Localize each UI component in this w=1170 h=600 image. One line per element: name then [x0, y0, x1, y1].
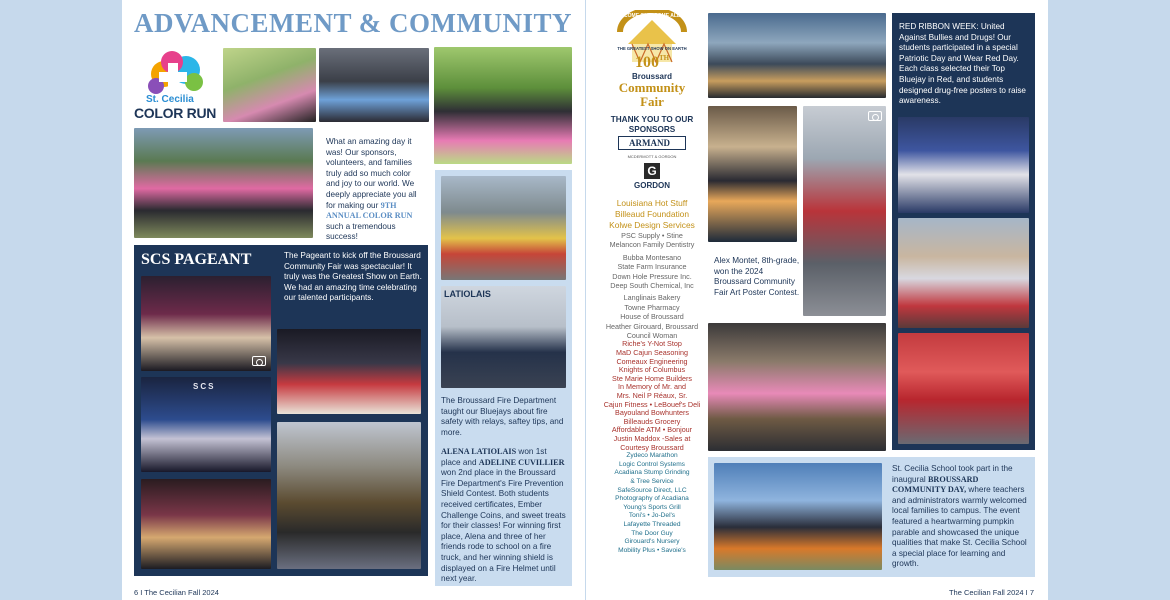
community-day-panel	[708, 457, 1035, 577]
winner-name-alena: ALENA LATIOLAIS	[441, 447, 517, 456]
pageant-text: The Pageant to kick off the Broussard Community Fair was spectacular! It truly was the Greatest Show on Earth. We had an amazing time celebrating our talented participants.	[284, 251, 422, 303]
sponsor-item: Logic Control Systems	[619, 460, 685, 468]
community-fair-logo	[610, 10, 694, 114]
photo-fire-mascot	[441, 176, 566, 280]
red-ribbon-text: RED RIBBON WEEK: United Against Bullies and Drugs! Our students participated in a special Patriotic Day and Wear Red Day. Each class selected their Top Bluejay in Red, and students designed drug-free posters to raise awareness.	[899, 22, 1026, 106]
sponsor-item: PSC Supply • Stine	[621, 231, 683, 240]
sponsor-item: Billeauds Grocery	[623, 416, 681, 426]
sponsor-item: Girouard's Nursery	[624, 538, 680, 546]
fair-arc-text: COME ONE, COME ALL	[624, 13, 680, 19]
photo-firefighters-students	[441, 286, 566, 388]
photo-dancers-pink	[134, 128, 313, 238]
sponsor-item: Cajun Fitness • LeBouef's Deli	[603, 399, 701, 409]
community-day-part1: St. Cecilia School took part in the inaugural	[892, 464, 1013, 484]
pageant-panel	[134, 245, 428, 576]
gordon-logo-text: GORDON	[634, 181, 670, 190]
sponsor-item: Riche's Y-Not Stop	[622, 339, 682, 349]
photo-patriotic-day-girls	[898, 218, 1029, 328]
sponsor-item: SafeSource Direct, LLC	[617, 486, 687, 494]
color-run-logo-line1: St. Cecilia	[146, 94, 194, 105]
red-ribbon-panel	[892, 13, 1035, 450]
sponsor-item: MaD Cajun Seasoning	[616, 348, 688, 358]
page-title: ADVANCEMENT & COMMUNITY	[134, 8, 573, 38]
sponsor-item: The Door Guy	[631, 529, 673, 537]
photo-label-latiolais: LATIOLAIS	[444, 289, 491, 299]
sponsor-item: Affordable ATM • Bonjour	[611, 425, 693, 435]
sponsor-item: Comeaux Engineering	[616, 356, 688, 366]
color-run-logo	[134, 48, 220, 122]
sponsor-item: Mrs. Neil P Réaux, Sr.	[616, 391, 688, 401]
sponsor-list	[596, 198, 708, 555]
gordon-g-mark: G	[644, 163, 660, 179]
photo-pageant-scs-stage	[141, 377, 271, 472]
photo-pageant-hallway-parade	[277, 422, 421, 569]
sponsor-item: Louisiana Hot Stuff	[616, 198, 688, 208]
sponsor-item: Heather Girouard, Broussard	[605, 321, 699, 331]
sponsor-item: Young's Sports Grill	[623, 503, 681, 511]
photo-girl-cat-ears	[223, 48, 316, 122]
photo-student-red-shirt	[803, 106, 886, 316]
sponsor-item: Zydeco Marathon	[626, 452, 678, 460]
sponsor-item: Down Hole Pressure Inc.	[612, 271, 692, 281]
sponsor-item: Langlinais Bakery	[623, 293, 681, 303]
sponsor-item: Photography of Acadiana	[615, 495, 689, 503]
color-run-text	[326, 137, 426, 243]
pageant-heading: SCS PAGEANT	[141, 251, 252, 268]
alex-caption: Alex Montet, 8th-grade, won the 2024 Broussard Community Fair Art Poster Contest.	[714, 256, 800, 297]
photo-three-girls-tutus	[434, 47, 572, 164]
color-run-highlight: 9TH ANNUAL COLOR RUN	[326, 200, 413, 221]
armand-logo-text: ARMAND	[629, 138, 670, 148]
sponsor-item: Justin Maddox -Sales at	[613, 434, 691, 443]
camera-icon	[252, 356, 266, 366]
left-folio: 6 I The Cecilian Fall 2024	[134, 588, 219, 597]
photo-alex-poster	[708, 106, 797, 242]
fire-contest-text	[441, 447, 568, 585]
photo-wear-red-day	[898, 333, 1029, 444]
winner-name-adeline: ADELINE CUVILLIER	[478, 457, 565, 467]
sponsor-item: Bayouland Bowhunters	[615, 408, 689, 418]
color-run-text-part2: such a tremendous success!	[326, 221, 396, 242]
photo-teachers-pumpkins	[714, 463, 882, 570]
photo-fair-rides-night	[708, 13, 886, 98]
fair-name-community: Community	[618, 80, 686, 95]
sponsor-item: Council Woman	[626, 331, 678, 341]
right-page	[586, 0, 1048, 600]
camera-icon	[868, 111, 882, 121]
fair-name-broussard: Broussard	[631, 72, 672, 81]
fire-safety-text: The Broussard Fire Department taught our Bluejays about fire safety with relays, saftey tips, and more.	[441, 396, 564, 437]
sponsor-item: In Memory of Mr. and	[618, 382, 686, 392]
sponsor-item: Bubba Montesano	[622, 252, 682, 262]
community-day-highlight: BROUSSARD COMMUNITY DAY,	[892, 474, 979, 495]
sponsor-item: State Farm Insurance	[617, 262, 687, 272]
photo-parent-child-walking	[319, 48, 429, 122]
fire-safety-panel	[435, 170, 572, 586]
sponsor-item: Ste Marie Home Builders	[612, 373, 692, 383]
fair-number-suffix: TH	[658, 54, 670, 62]
community-day-part2: where teachers and administrators warmly welcomed local families to campus. The event featured a heartwarming pumpkin parable and showcased the unique qualities that make St. Cecilia School a special place for learning and growth.	[892, 485, 1027, 569]
fair-tagline: THE GREATEST SHOW ON EARTH	[617, 46, 687, 51]
sponsor-item: Towne Pharmacy	[624, 302, 680, 312]
stage-sign: SCS	[193, 382, 216, 391]
sponsor-item: Billeaud Foundation	[614, 209, 690, 219]
photo-volunteers-serving	[708, 323, 886, 451]
thank-you-sponsors: THANK YOU TO OUR SPONSORS	[610, 115, 694, 134]
sponsor-item: Melancon Family Dentistry	[609, 240, 695, 250]
sponsor-item: & Tree Service	[630, 477, 674, 485]
photo-pageant-stage-clowns	[141, 276, 271, 371]
color-run-text-part1: What an amazing day it was! Our sponsors, volunteers, and families truly add so much color and joy to our world. We deeply appreciate you all for making our	[326, 137, 417, 210]
photo-drug-free-posters	[898, 117, 1029, 213]
left-page	[122, 0, 585, 600]
fire-contest-body: won 2nd place in the Broussard Fire Department's Fire Prevention Shield Contest. Both students received certificates, Ember Challenge Coins, and sweet treats for their classes! For winning first place, Alena and three of her friends rode to school on a fire truck, and her winning shield is displayed on a Fire Helmet until next year.	[441, 468, 566, 584]
fire-contest-mid: won 1st place and	[441, 447, 547, 467]
fair-number	[610, 54, 694, 72]
sponsor-item: House of Broussard	[620, 312, 684, 322]
sponsor-item: Acadiana Stump Grinding	[614, 469, 690, 477]
community-day-text	[892, 464, 1030, 570]
sponsor-item: Courtesy Broussard	[620, 442, 684, 452]
armand-logo	[618, 136, 686, 150]
gordon-logo	[624, 154, 680, 195]
sponsor-item: Lafayette Threaded	[623, 520, 681, 528]
sponsor-item: Knights of Columbus	[618, 365, 686, 375]
sponsor-item: Mobility Plus • Savoie's	[618, 546, 686, 554]
sponsor-item: Kolwe Design Services	[609, 220, 695, 230]
sponsor-item: Toni's • Jo-Del's	[628, 512, 676, 520]
fair-number-value: 100	[634, 54, 659, 71]
right-folio: The Cecilian Fall 2024 I 7	[948, 588, 1034, 597]
color-run-logo-line2: COLOR RUN	[134, 105, 217, 121]
sponsor-item: Deep South Chemical, Inc	[610, 281, 694, 291]
photo-pageant-performers	[141, 479, 271, 569]
gordon-small-text: MCDERMOTT & GORDON	[627, 154, 677, 159]
photo-pageant-cheerleaders	[277, 329, 421, 414]
fair-name-fair: Fair	[640, 94, 664, 109]
